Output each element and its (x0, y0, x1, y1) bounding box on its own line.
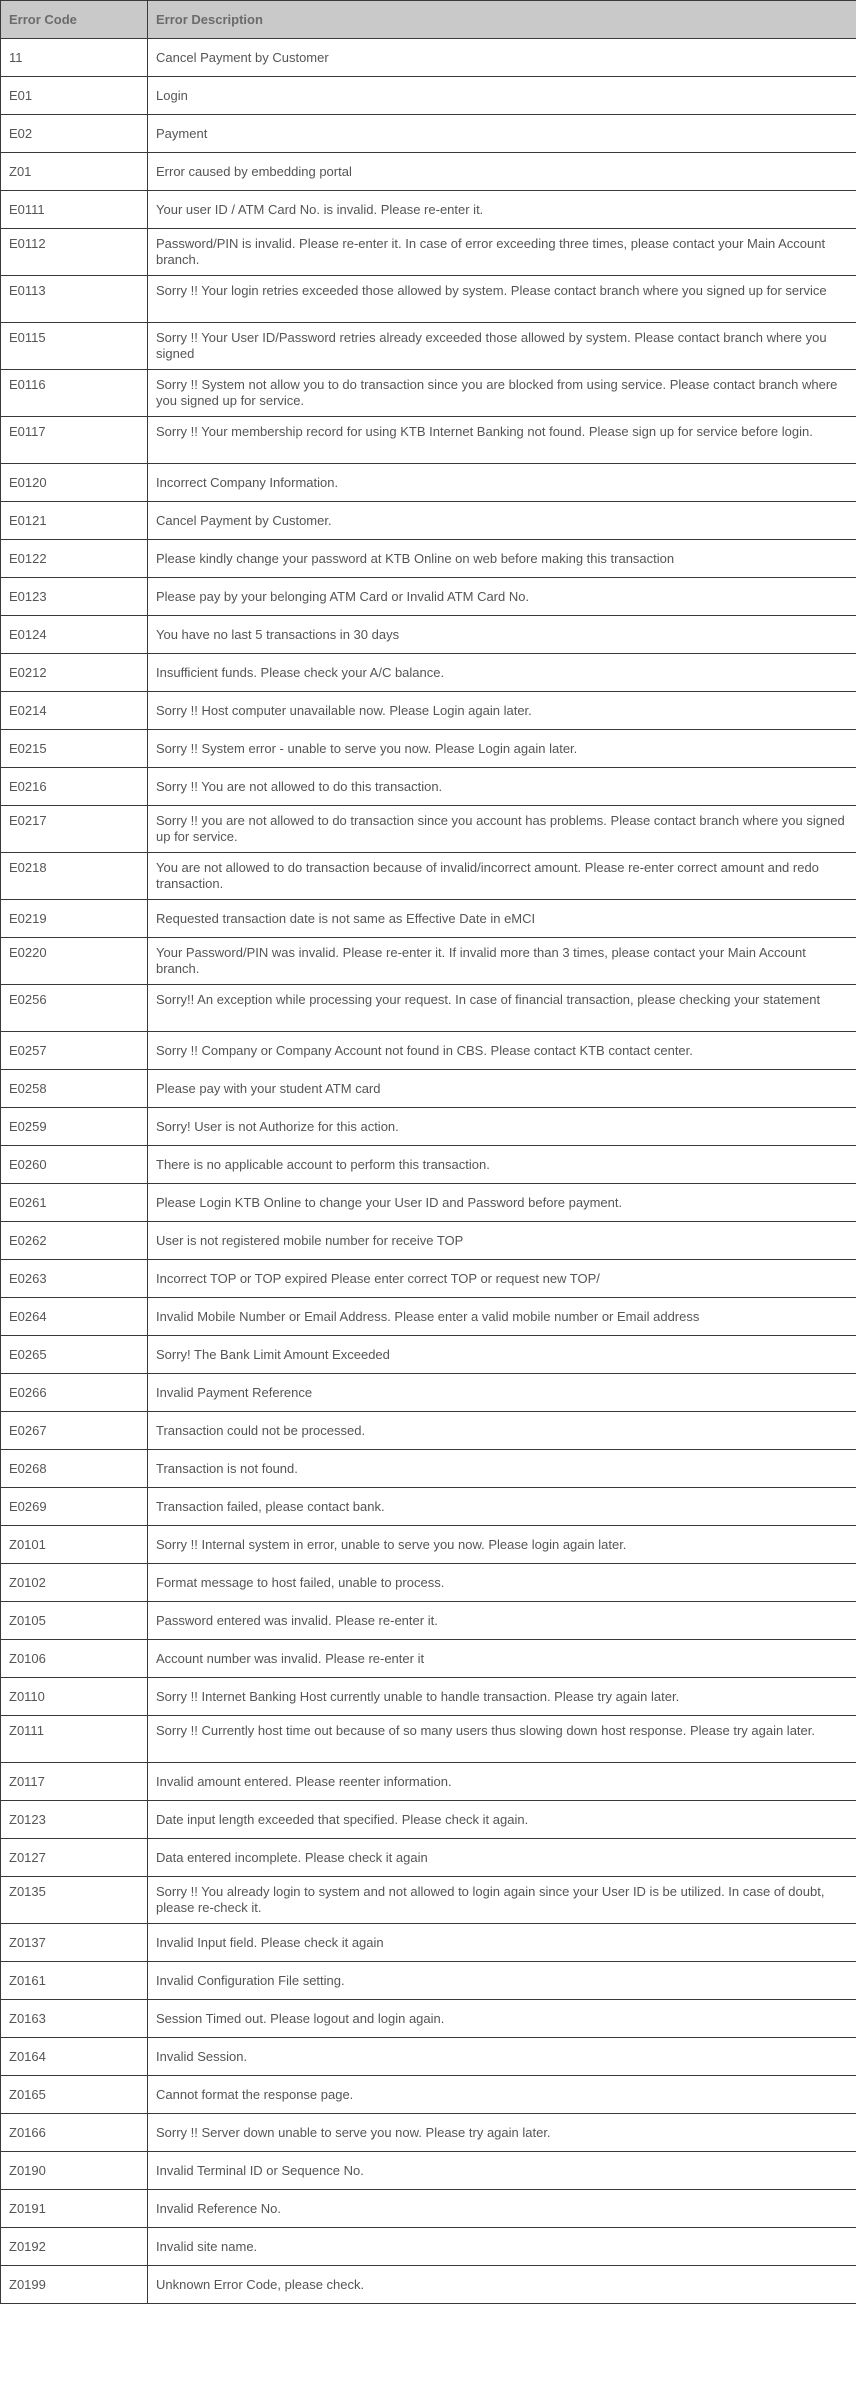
table-row (1, 191, 856, 229)
error-code-cell: E0112 (1, 229, 148, 276)
error-description-cell: Password/PIN is invalid. Please re-enter it. In case of error exceeding three times, please contact your Main Account branch. (148, 229, 856, 276)
error-description-cell: There is no applicable account to perform this transaction. (148, 1146, 856, 1184)
error-code-cell: E01 (1, 77, 148, 115)
table-row (1, 502, 856, 540)
table-row (1, 2038, 856, 2076)
error-description-cell: Sorry !! you are not allowed to do transaction since you account has problems. Please contact branch where you signed up for service. (148, 806, 856, 853)
table-row (1, 985, 856, 1032)
error-description-cell: Sorry !! Your User ID/Password retries already exceeded those allowed by system. Please contact branch where you signed (148, 323, 856, 370)
error-code-cell: Z0190 (1, 2152, 148, 2190)
table-row (1, 1450, 856, 1488)
error-code-cell: E0267 (1, 1412, 148, 1450)
table-row (1, 1298, 856, 1336)
table-row (1, 654, 856, 692)
column-header-error-description: Error Description (148, 1, 856, 39)
error-code-cell: E0269 (1, 1488, 148, 1526)
error-description-cell: User is not registered mobile number for receive TOP (148, 1222, 856, 1260)
table-row (1, 2076, 856, 2114)
table-row (1, 1108, 856, 1146)
error-description-cell: Please pay by your belonging ATM Card or Invalid ATM Card No. (148, 578, 856, 616)
error-description-cell: Sorry !! Currently host time out because of so many users thus slowing down host response. Please try again later. (148, 1716, 856, 1763)
error-description-cell: Cannot format the response page. (148, 2076, 856, 2114)
error-code-cell: E0259 (1, 1108, 148, 1146)
error-code-cell: Z0123 (1, 1801, 148, 1839)
table-row (1, 115, 856, 153)
table-row (1, 1801, 856, 1839)
error-code-cell: Z0163 (1, 2000, 148, 2038)
error-description-cell: Sorry! User is not Authorize for this action. (148, 1108, 856, 1146)
error-code-cell: Z0137 (1, 1924, 148, 1962)
error-code-cell: Z0102 (1, 1564, 148, 1602)
table-row (1, 2266, 856, 2304)
error-code-cell: Z0192 (1, 2228, 148, 2266)
error-description-cell: Sorry !! You already login to system and not allowed to login again since your User ID is be utilized. In case of doubt, please re-check it. (148, 1877, 856, 1924)
error-description-cell: Transaction failed, please contact bank. (148, 1488, 856, 1526)
table-row (1, 730, 856, 768)
table-row (1, 1260, 856, 1298)
table-row (1, 417, 856, 464)
table-row (1, 540, 856, 578)
error-code-cell: Z0161 (1, 1962, 148, 2000)
error-code-cell: E0260 (1, 1146, 148, 1184)
error-code-cell: E0263 (1, 1260, 148, 1298)
error-description-cell: Your Password/PIN was invalid. Please re-enter it. If invalid more than 3 times, please contact your Main Account branch. (148, 938, 856, 985)
table-row (1, 1716, 856, 1763)
table-row (1, 1184, 856, 1222)
error-code-cell: E0113 (1, 276, 148, 323)
error-code-cell: Z0164 (1, 2038, 148, 2076)
error-description-cell: Sorry !! You are not allowed to do this transaction. (148, 768, 856, 806)
error-description-cell: Invalid amount entered. Please reenter information. (148, 1763, 856, 1801)
table-row (1, 39, 856, 77)
table-row (1, 153, 856, 191)
error-code-cell: E0257 (1, 1032, 148, 1070)
error-description-cell: Sorry !! Server down unable to serve you now. Please try again later. (148, 2114, 856, 2152)
error-description-cell: Cancel Payment by Customer (148, 39, 856, 77)
error-description-cell: Login (148, 77, 856, 115)
table-row (1, 2114, 856, 2152)
table-row (1, 229, 856, 276)
error-description-cell: Sorry !! Host computer unavailable now. Please Login again later. (148, 692, 856, 730)
table-row (1, 1839, 856, 1877)
error-description-cell: Password entered was invalid. Please re-enter it. (148, 1602, 856, 1640)
error-description-cell: Invalid Session. (148, 2038, 856, 2076)
table-row (1, 900, 856, 938)
table-header-row (1, 1, 856, 39)
error-code-cell: Z0117 (1, 1763, 148, 1801)
table-row (1, 2190, 856, 2228)
table-row (1, 692, 856, 730)
error-code-cell: E0214 (1, 692, 148, 730)
error-description-cell: Error caused by embedding portal (148, 153, 856, 191)
error-description-cell: Sorry !! Internet Banking Host currently unable to handle transaction. Please try again later. (148, 1678, 856, 1716)
table-row (1, 2000, 856, 2038)
error-code-cell: Z0191 (1, 2190, 148, 2228)
error-code-cell: E0219 (1, 900, 148, 938)
error-description-cell: Your user ID / ATM Card No. is invalid. Please re-enter it. (148, 191, 856, 229)
error-description-cell: Sorry !! System error - unable to serve you now. Please Login again later. (148, 730, 856, 768)
error-code-cell: Z0165 (1, 2076, 148, 2114)
table-row (1, 938, 856, 985)
error-code-cell: Z0111 (1, 1716, 148, 1763)
error-description-cell: Incorrect TOP or TOP expired Please enter correct TOP or request new TOP/ (148, 1260, 856, 1298)
table-row (1, 1336, 856, 1374)
error-description-cell: Cancel Payment by Customer. (148, 502, 856, 540)
error-code-cell: E0265 (1, 1336, 148, 1374)
error-description-cell: Invalid Mobile Number or Email Address. Please enter a valid mobile number or Email address (148, 1298, 856, 1336)
error-description-cell: Requested transaction date is not same as Effective Date in eMCI (148, 900, 856, 938)
error-description-cell: Sorry !! Your login retries exceeded those allowed by system. Please contact branch where you signed up for service (148, 276, 856, 323)
error-description-cell: Sorry !! Internal system in error, unable to serve you now. Please login again later. (148, 1526, 856, 1564)
table-row (1, 2228, 856, 2266)
table-row (1, 1374, 856, 1412)
error-code-cell: E0121 (1, 502, 148, 540)
table-row (1, 370, 856, 417)
table-row (1, 853, 856, 900)
error-code-cell: Z0199 (1, 2266, 148, 2304)
error-code-cell: Z0106 (1, 1640, 148, 1678)
error-description-cell: Sorry !! Company or Company Account not found in CBS. Please contact KTB contact center. (148, 1032, 856, 1070)
error-code-cell: E0215 (1, 730, 148, 768)
table-row (1, 1412, 856, 1450)
error-description-cell: Account number was invalid. Please re-enter it (148, 1640, 856, 1678)
table-body (1, 39, 856, 2304)
error-code-cell: E0262 (1, 1222, 148, 1260)
error-description-cell: You are not allowed to do transaction because of invalid/incorrect amount. Please re-enter correct amount and redo transaction. (148, 853, 856, 900)
error-description-cell: Incorrect Company Information. (148, 464, 856, 502)
error-description-cell: Date input length exceeded that specified. Please check it again. (148, 1801, 856, 1839)
table-row (1, 1877, 856, 1924)
error-description-cell: Format message to host failed, unable to process. (148, 1564, 856, 1602)
error-code-cell: E0261 (1, 1184, 148, 1222)
table-row (1, 578, 856, 616)
table-row (1, 1564, 856, 1602)
error-code-cell: E0266 (1, 1374, 148, 1412)
table-row (1, 2152, 856, 2190)
table-row (1, 1070, 856, 1108)
error-code-cell: E0124 (1, 616, 148, 654)
error-code-cell: E0115 (1, 323, 148, 370)
error-code-cell: E0123 (1, 578, 148, 616)
error-code-cell: Z0110 (1, 1678, 148, 1716)
error-code-cell: E0268 (1, 1450, 148, 1488)
table-row (1, 1146, 856, 1184)
table-row (1, 1526, 856, 1564)
error-description-cell: Transaction is not found. (148, 1450, 856, 1488)
error-description-cell: Invalid Payment Reference (148, 1374, 856, 1412)
table-row (1, 1763, 856, 1801)
error-code-cell: E02 (1, 115, 148, 153)
error-description-cell: Sorry !! System not allow you to do transaction since you are blocked from using service. Please contact branch where you signed up for service. (148, 370, 856, 417)
error-code-cell: E0212 (1, 654, 148, 692)
column-header-error-code: Error Code (1, 1, 148, 39)
error-description-cell: Session Timed out. Please logout and login again. (148, 2000, 856, 2038)
error-code-cell: E0122 (1, 540, 148, 578)
error-code-cell: E0117 (1, 417, 148, 464)
error-description-cell: Invalid Input field. Please check it again (148, 1924, 856, 1962)
error-description-cell: Sorry!! An exception while processing your request. In case of financial transaction, please checking your statement (148, 985, 856, 1032)
error-description-cell: Data entered incomplete. Please check it again (148, 1839, 856, 1877)
table-row (1, 77, 856, 115)
error-description-cell: Invalid Configuration File setting. (148, 1962, 856, 2000)
error-code-cell: E0218 (1, 853, 148, 900)
table-row (1, 1488, 856, 1526)
error-description-cell: Transaction could not be processed. (148, 1412, 856, 1450)
error-description-cell: Invalid Reference No. (148, 2190, 856, 2228)
error-description-cell: Insufficient funds. Please check your A/C balance. (148, 654, 856, 692)
table-row (1, 1962, 856, 2000)
error-code-cell: E0256 (1, 985, 148, 1032)
table-row (1, 1032, 856, 1070)
error-code-cell: Z01 (1, 153, 148, 191)
error-code-cell: E0264 (1, 1298, 148, 1336)
error-description-cell: Please kindly change your password at KTB Online on web before making this transaction (148, 540, 856, 578)
table-row (1, 1678, 856, 1716)
error-code-cell: Z0135 (1, 1877, 148, 1924)
error-description-cell: Sorry! The Bank Limit Amount Exceeded (148, 1336, 856, 1374)
table-row (1, 1602, 856, 1640)
error-description-cell: Please Login KTB Online to change your User ID and Password before payment. (148, 1184, 856, 1222)
error-code-cell: Z0127 (1, 1839, 148, 1877)
error-description-cell: Payment (148, 115, 856, 153)
error-code-cell: Z0101 (1, 1526, 148, 1564)
error-description-cell: Unknown Error Code, please check. (148, 2266, 856, 2304)
error-description-cell: You have no last 5 transactions in 30 days (148, 616, 856, 654)
table-row (1, 1640, 856, 1678)
error-code-cell: E0217 (1, 806, 148, 853)
table-row (1, 323, 856, 370)
error-code-cell: E0111 (1, 191, 148, 229)
error-code-cell: E0258 (1, 1070, 148, 1108)
error-code-cell: Z0166 (1, 2114, 148, 2152)
error-code-cell: E0216 (1, 768, 148, 806)
table-row (1, 616, 856, 654)
error-code-cell: Z0105 (1, 1602, 148, 1640)
error-description-cell: Invalid Terminal ID or Sequence No. (148, 2152, 856, 2190)
table-row (1, 1222, 856, 1260)
table-row (1, 1924, 856, 1962)
error-code-cell: E0120 (1, 464, 148, 502)
table-row (1, 464, 856, 502)
table-row (1, 768, 856, 806)
error-description-cell: Please pay with your student ATM card (148, 1070, 856, 1108)
error-code-cell: E0116 (1, 370, 148, 417)
error-description-cell: Invalid site name. (148, 2228, 856, 2266)
table-row (1, 806, 856, 853)
error-code-cell: 11 (1, 39, 148, 77)
table-row (1, 276, 856, 323)
error-code-cell: E0220 (1, 938, 148, 985)
error-description-cell: Sorry !! Your membership record for using KTB Internet Banking not found. Please sign up for service before login. (148, 417, 856, 464)
